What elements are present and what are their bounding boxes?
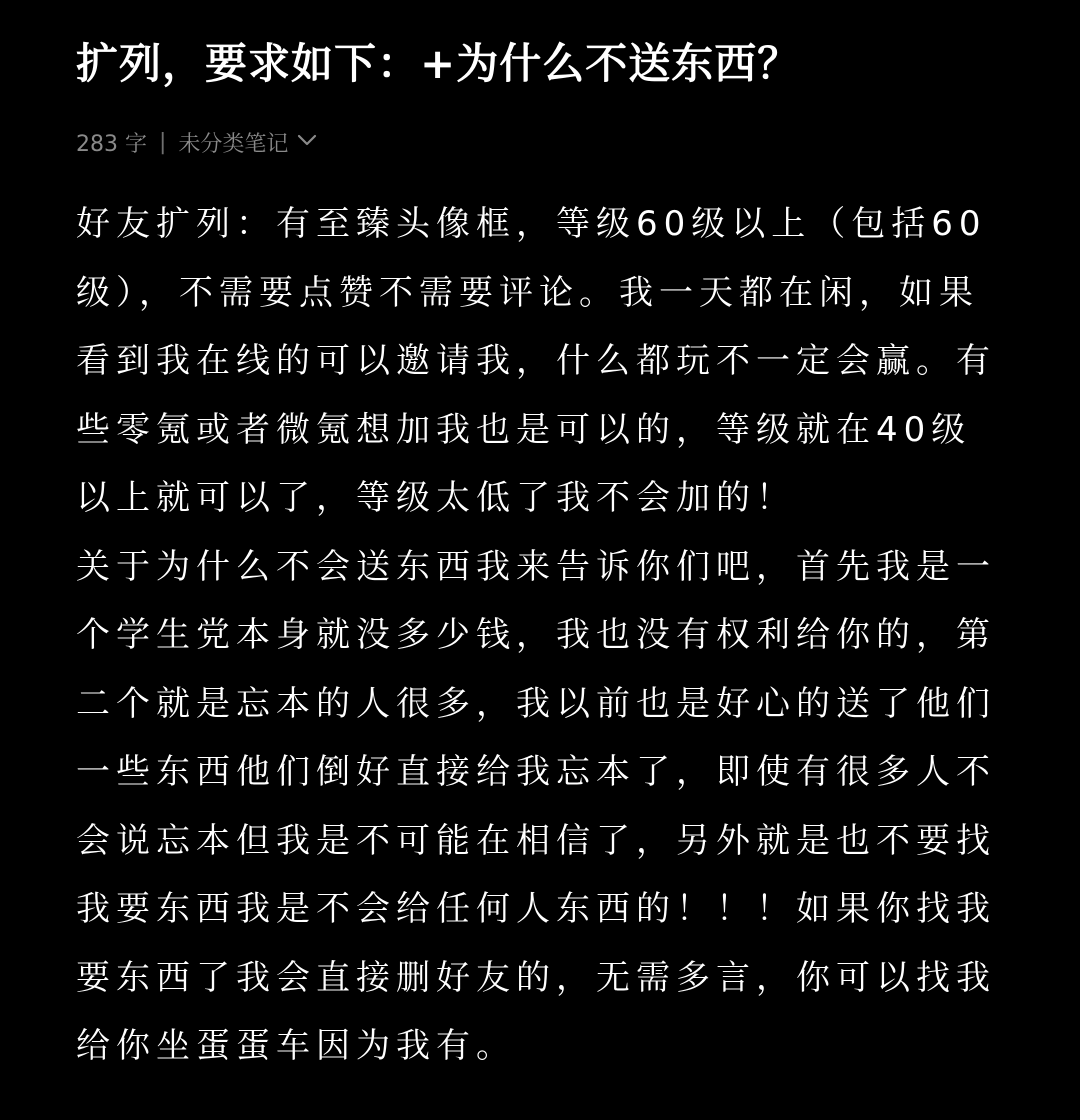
meta-separator: |: [159, 129, 167, 155]
chevron-down-icon: [296, 129, 318, 151]
note-meta: [76, 124, 318, 160]
category-selector[interactable]: [178, 127, 318, 158]
note-paragraph: 好友扩列：有至臻头像框，等级60级以上（包括60级），不需要点赞不需要评论。我一天都在闲，如果看到我在线的可以邀请我，什么都玩不一定会赢。有些零氪或者微氪想加我也是可以的，等级就在40级以上就可以了，等级太低了我不会加的！: [76, 204, 996, 518]
word-count: 283 字: [76, 131, 147, 157]
note-paragraph: 关于为什么不会送东西我来告诉你们吧，首先我是一个学生党本身就没多少钱，我也没有权利给你的，第二个就是忘本的人很多，我以前也是好心的送了他们一些东西他们倒好直接给我忘本了，即使有很多人不会说忘本但我是不可能在相信了，另外就是也不要找我要东西我是不会给任何人东西的！！！如果你找我要东西了我会直接删好友的，无需多言，你可以找我给你坐蛋蛋车因为我有。: [76, 546, 996, 1066]
note-title[interactable]: 扩列，要求如下：+为什么不送东西？: [76, 39, 801, 88]
note-body[interactable]: [76, 190, 1011, 1081]
category-label: 未分类笔记: [178, 131, 289, 157]
